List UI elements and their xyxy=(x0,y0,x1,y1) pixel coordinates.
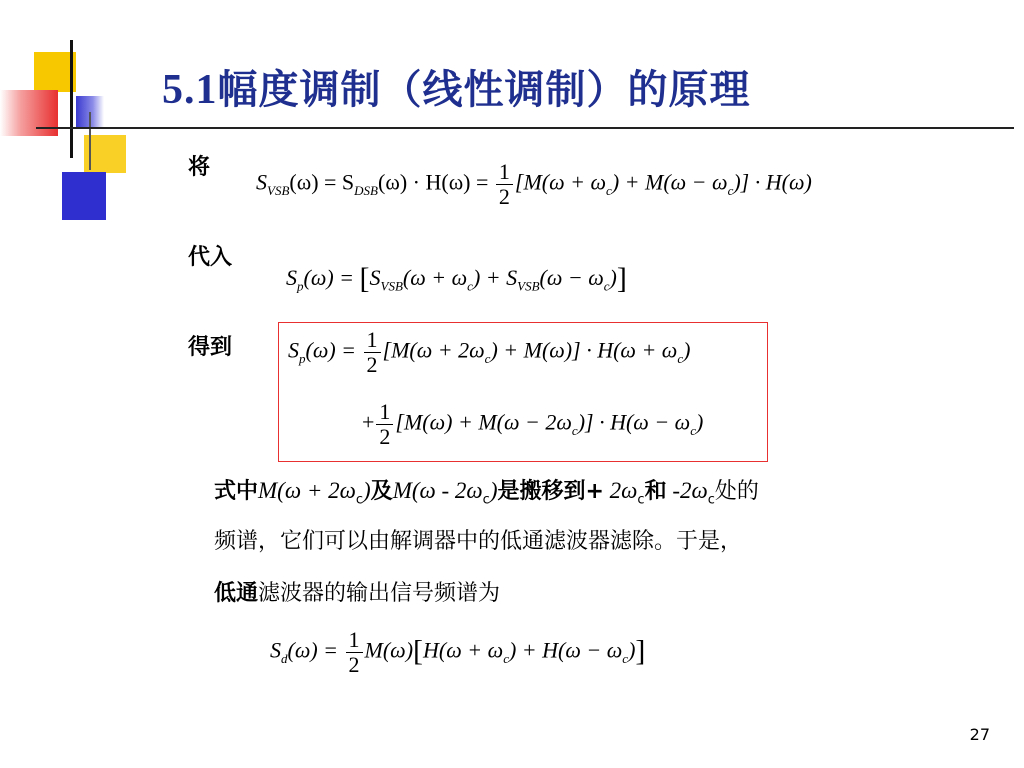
decorative-vertical-line-2 xyxy=(89,112,91,170)
equation-3-line2: + $\frac{1}{2}$ $[M(\omega) + M(\omega - 2\omega_c)] \cdot H(\omega - \omega_c)$ xyxy=(362,399,704,449)
label-dairu: 代入 xyxy=(188,245,233,270)
decorative-square-blue xyxy=(62,172,106,220)
label-jiang: 将 xyxy=(188,155,211,180)
paragraph-line-3: 低通滤波器的输出信号频谱为 xyxy=(214,581,501,606)
paragraph-line-1: 式中$M(\omega + 2\omega_c)$及$M(\omega - 2\omega_c)$是搬移到+ $2\omega_c$和 $-2\omega_c$处的 xyxy=(214,478,759,508)
slide-title xyxy=(162,58,751,115)
title-number: 5.1 xyxy=(162,67,218,113)
equation-4: $S_d(\omega)$ = $\frac{1}{2}$ $M(\omega)[H(\omega + \omega_c) + H(\omega - \omega_c)]$ xyxy=(270,627,646,677)
equation-3-line1: $S_p(\omega)$ = $\frac{1}{2}$ $[M(\omega + 2\omega_c) + M(\omega)] \cdot H(\omega + \omega_c)$ xyxy=(288,327,691,377)
paragraph-line-2: 频谱，它们可以由解调器中的低通滤波器滤除。于是， xyxy=(214,529,743,554)
page-number: 27 xyxy=(969,725,990,744)
fraction-half: $\frac{1}{2}$ xyxy=(496,160,513,209)
title-text: 幅度调制（线性调制）的原理 xyxy=(217,67,751,113)
title-underline xyxy=(36,127,1014,129)
equation-2: $S_p(\omega) = [S_{VSB}(\omega + \omega_c) + S_{VSB}(\omega - \omega_c)]$ xyxy=(286,262,627,295)
decorative-vertical-line xyxy=(70,40,73,158)
equation-1: $S_{VSB}(\omega) = S_{DSB}(\omega) \cdot H(\omega)$ = $\frac{1}{2}$ $[M(\omega + \omega_c) + M(\omega - \omega_c)] \cdot H(\omega)$ xyxy=(256,159,812,209)
decorative-square-red xyxy=(0,90,58,136)
label-dedao: 得到 xyxy=(188,335,233,360)
